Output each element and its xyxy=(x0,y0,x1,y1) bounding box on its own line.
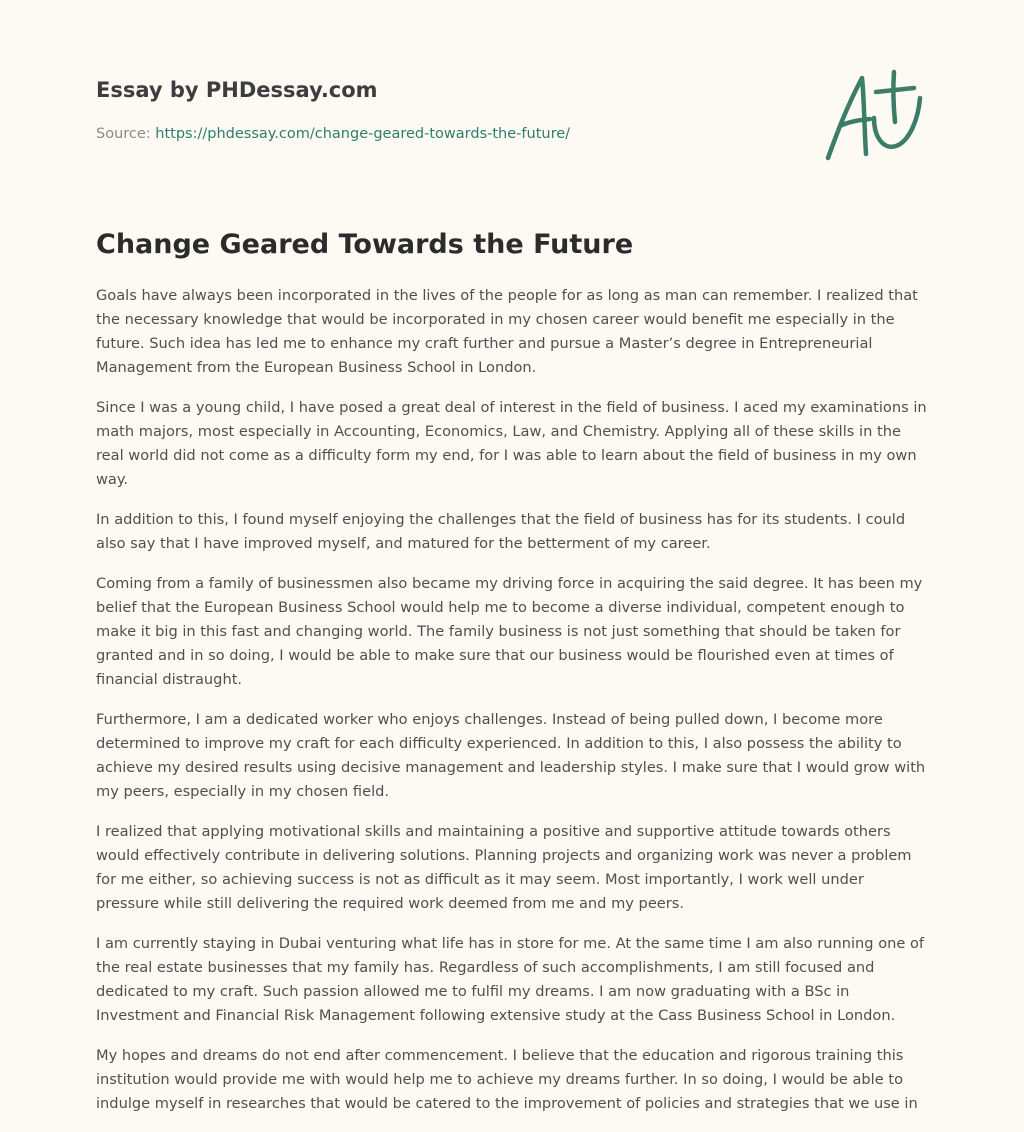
site-brand: Essay by PHDessay.com xyxy=(96,78,378,102)
essay-paragraph: In addition to this, I found myself enjoying the challenges that the field of business has for its students. I could also say that I have improved myself, and matured for the betterment of my career. xyxy=(96,511,906,552)
essay-body xyxy=(96,284,930,1132)
essay-paragraph: Coming from a family of businessmen also became my driving force in acquiring the said degree. It has been my belief that the European Business School would help me to become a diverse individual, competent enough to make it big in this fast and changing world. The family business is not just something that should be taken for granted and in so doing, I would be able to make sure that our business would be flourished even at times of financial distraught. xyxy=(96,575,923,688)
essay-paragraph: Since I was a young child, I have posed a great deal of interest in the field of business. I aced my examinations in math majors, most especially in Accounting, Economics, Law, and Chemistry. Applying all of these skills in the real world did not come as a difficulty form my end, for I was able to learn about the field of business in my own way. xyxy=(96,399,927,488)
essay-title: Change Geared Towards the Future xyxy=(96,229,634,260)
essay-paragraph: Furthermore, I am a dedicated worker who enjoys challenges. Instead of being pulled down, I become more determined to improve my craft for each difficulty experienced. In addition to this, I also possess the ability to achieve my desired results using decisive management and leadership styles. I make sure that I would grow with my peers, especially in my chosen field. xyxy=(96,711,926,800)
essay-paragraph: Goals have always been incorporated in the lives of the people for as long as man can remember. I realized that the necessary knowledge that would be incorporated in my chosen career would benefit me especially in the future. Such idea has led me to enhance my craft further and pursue a Master’s degree in Entrepreneurial Management from the European Business School in London. xyxy=(96,287,918,376)
source-line xyxy=(96,124,796,144)
source-link[interactable]: https://phdessay.com/change-geared-towards-the-future/ xyxy=(155,126,571,142)
essay-paragraph: My hopes and dreams do not end after commencement. I believe that the education and rigorous training this institution would provide me with would help me to achieve my dreams further. In so doing, I would be able to indulge myself in researches that would be catered to the improvement of policies and strategies that we use in xyxy=(96,1047,918,1112)
essay-paragraph: I am currently staying in Dubai venturing what life has in store for me. At the same time I am also running one of the real estate businesses that my family has. Regardless of such accomplishments, I am still focused and dedicated to my craft. Such passion allowed me to fulfil my dreams. I am now graduating with a BSc in Investment and Financial Risk Management following extensive study at the Cass Business School in London. xyxy=(96,935,925,1024)
source-label: Source: xyxy=(96,126,151,142)
a-plus-grade-icon xyxy=(818,66,930,166)
page-header xyxy=(96,74,796,144)
essay-paragraph: I realized that applying motivational skills and maintaining a positive and supportive attitude towards others would effectively contribute in delivering solutions. Planning projects and organizing work was never a problem for me either, so achieving success is not as difficult as it may seem. Most importantly, I work well under pressure while still delivering the required work deemed from me and my peers. xyxy=(96,823,912,912)
